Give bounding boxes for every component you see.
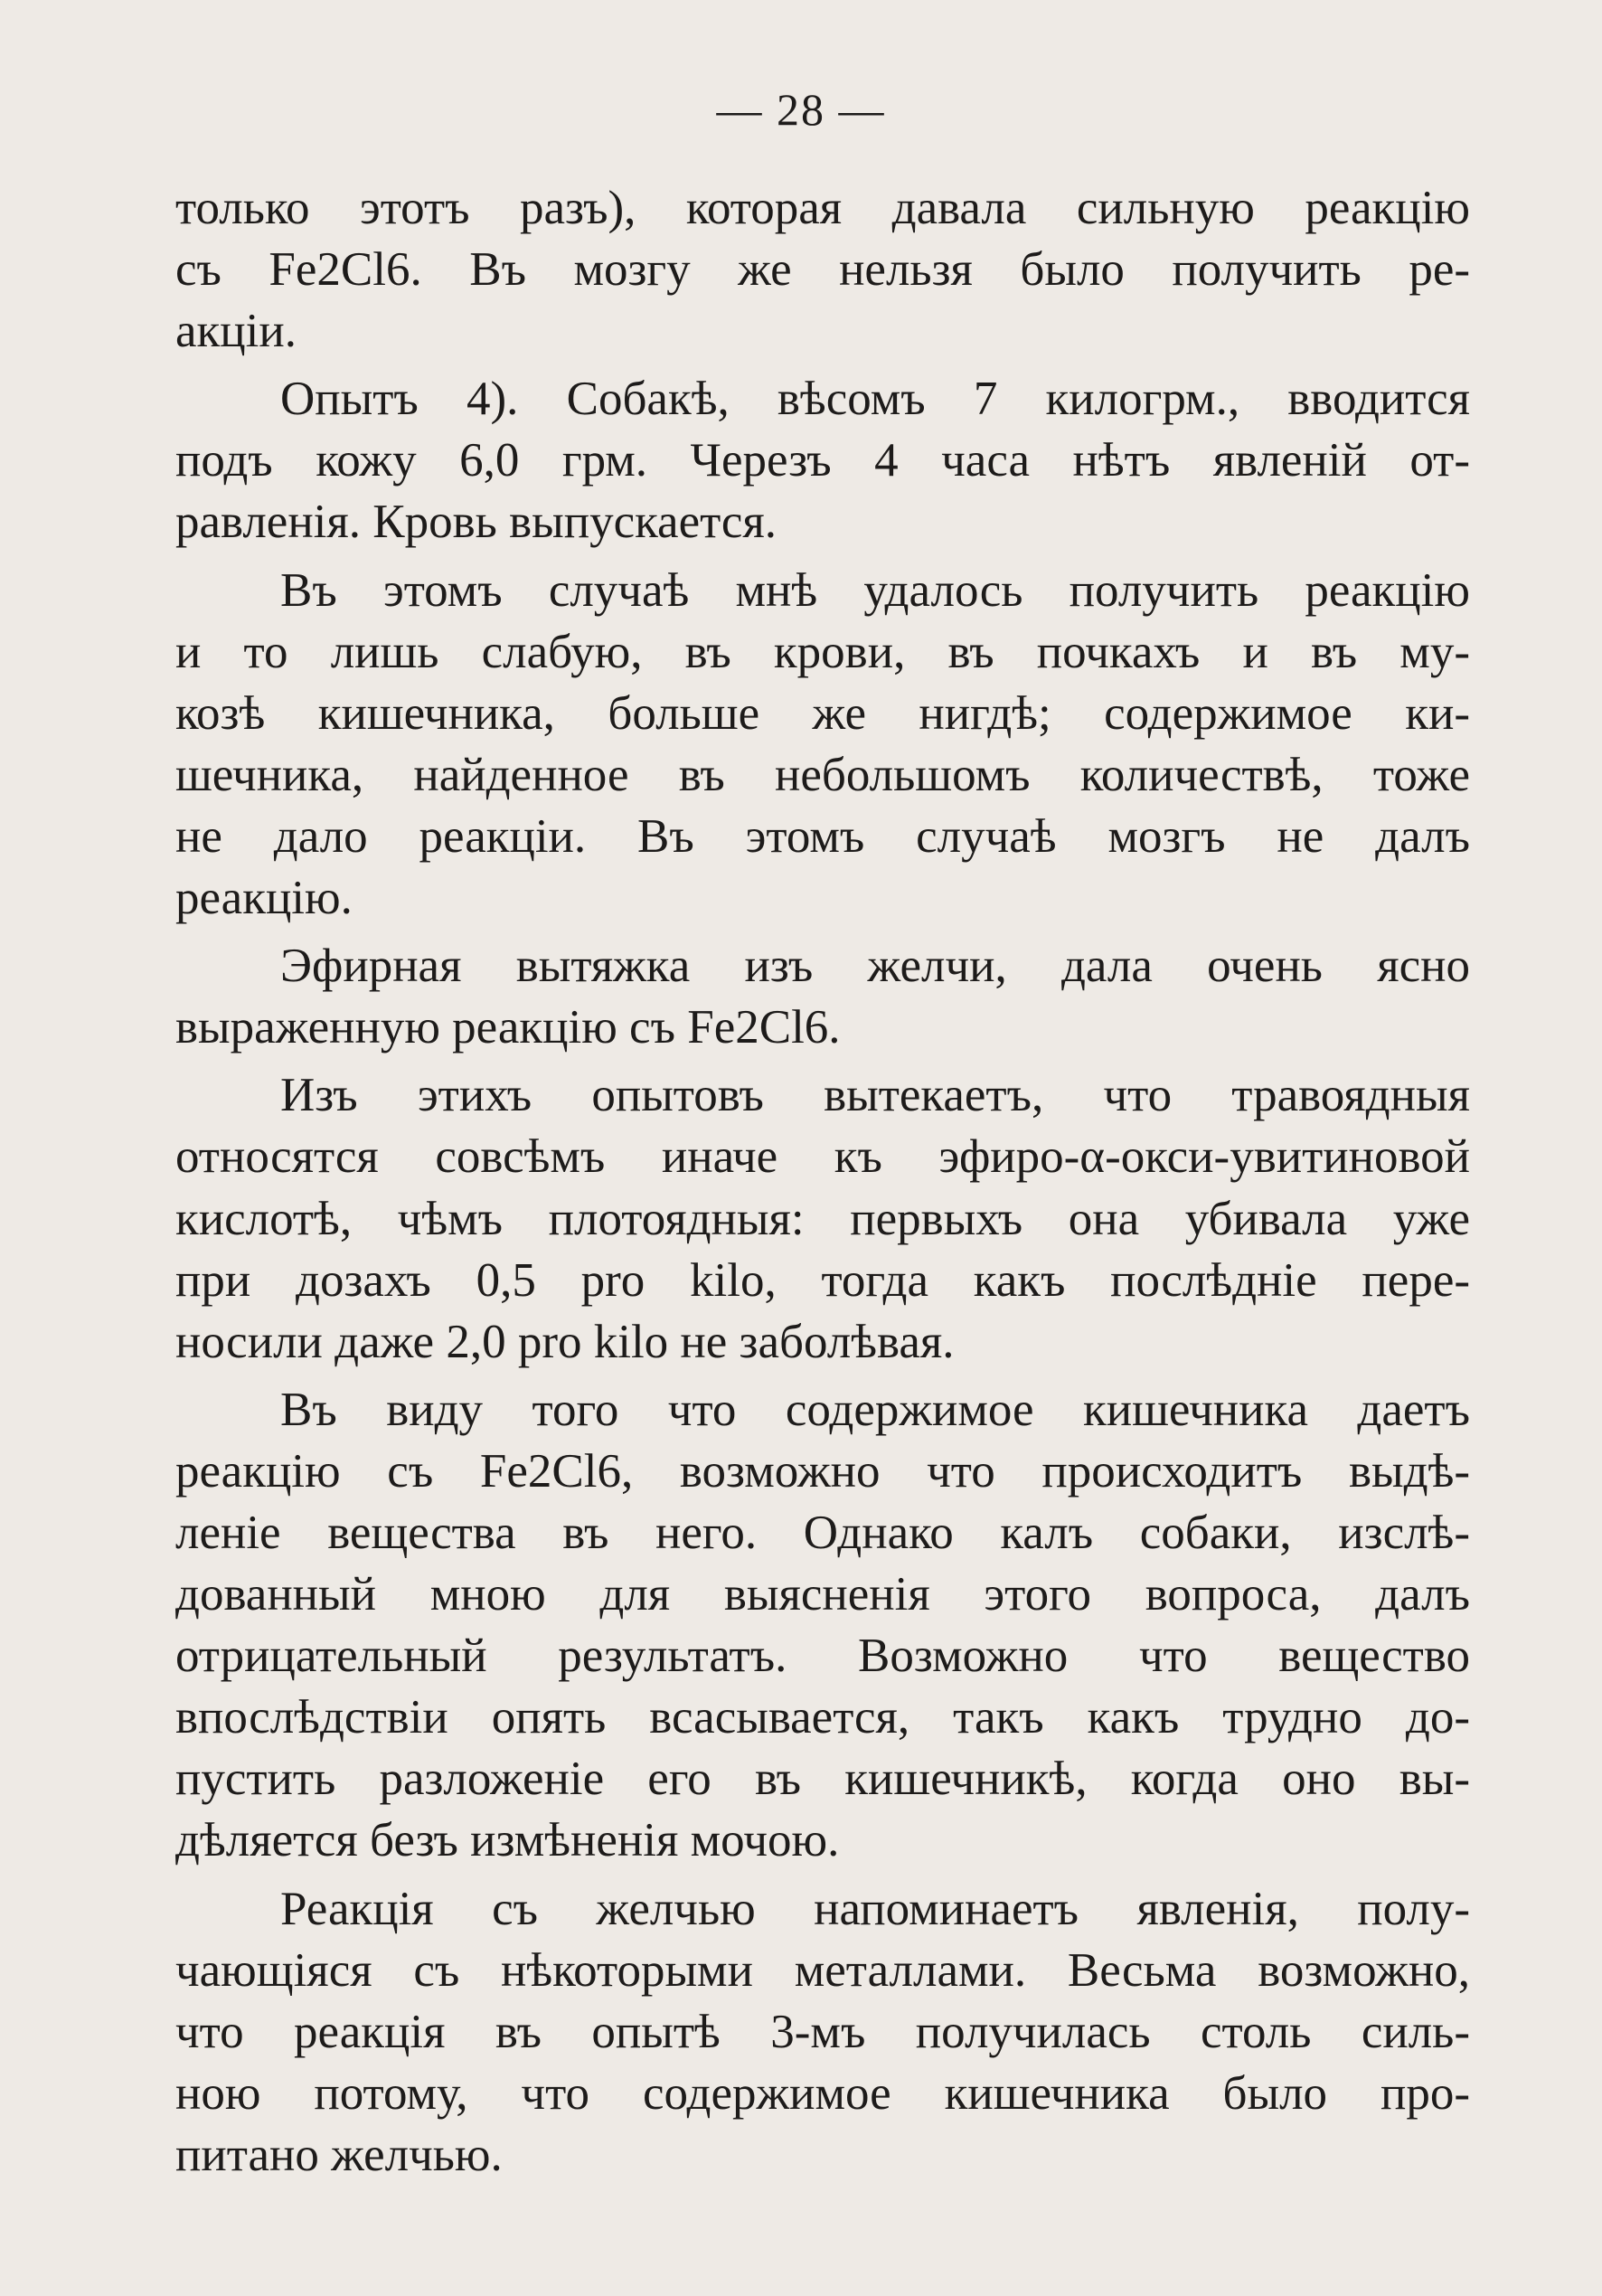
- text-line: подъ кожу 6,0 грм. Черезъ 4 часа нѣтъ явленій от-: [175, 434, 1470, 487]
- text-line: носили даже 2,0 pro kilo не заболѣвая.: [175, 1315, 955, 1368]
- text-line: равленія. Кровь выпускается.: [175, 496, 777, 549]
- text-line: акціи.: [175, 305, 297, 358]
- text-line: леніе вещества въ него. Однако калъ собаки, изслѣ-: [175, 1506, 1470, 1559]
- text-line: питано желчью.: [175, 2128, 503, 2181]
- text-line: Въ виду того что содержимое кишечника даетъ: [280, 1383, 1470, 1436]
- text-line: козѣ кишечника, больше же нигдѣ; содержимое ки-: [175, 686, 1470, 740]
- paragraph-6: [175, 1379, 1470, 1872]
- text-line: при дозахъ 0,5 pro kilo, тогда какъ послѣдніе пере-: [175, 1253, 1470, 1307]
- text-line: не дало реакціи. Въ этомъ случаѣ мозгъ не далъ: [175, 809, 1470, 863]
- text-line: чающіяся съ нѣкоторыми металлами. Весьма возможно,: [175, 1943, 1470, 1997]
- text-line: ною потому, что содержимое кишечника было про-: [175, 2066, 1470, 2120]
- text-line: относятся совсѣмъ иначе къ эфиро-α-окси-увитиновой: [175, 1130, 1470, 1184]
- text-line: и то лишь слабую, въ крови, въ почкахъ и въ му-: [175, 625, 1470, 678]
- page-number: — 28 —: [716, 84, 886, 135]
- text-line: выраженную реакцію съ Fe2Cl6.: [175, 1001, 841, 1054]
- text-line: Реакція съ желчью напоминаетъ явленія, полу-: [280, 1882, 1470, 1935]
- text-line: Изъ этихъ опытовъ вытекаетъ, что травоядныя: [280, 1069, 1470, 1122]
- text-line: Въ этомъ случаѣ мнѣ удалось получить реакцію: [280, 563, 1470, 617]
- paragraph-7: [175, 1878, 1470, 2186]
- text-line: Эфирная вытяжка изъ желчи, дала очень ясно: [280, 940, 1470, 993]
- text-line: пустить разложеніе его въ кишечникѣ, когда оно вы-: [175, 1753, 1470, 1806]
- text-line: отрицательный результатъ. Возможно что вещество: [175, 1630, 1470, 1683]
- text-line: кислотѣ, чѣмъ плотоядныя: первыхъ она убивала уже: [175, 1192, 1470, 1245]
- text-line: только этотъ разъ), которая давала сильную реакцію: [175, 182, 1470, 234]
- body-text: [175, 177, 1470, 2186]
- text-line: дованный мною для выясненія этого вопроса, далъ: [175, 1568, 1470, 1621]
- text-line: шечника, найденное въ небольшомъ количествѣ, тоже: [175, 748, 1470, 801]
- text-line: съ Fe2Cl6. Въ мозгу же нельзя было получить ре-: [175, 243, 1470, 297]
- text-line: Опытъ 4). Собакѣ, вѣсомъ 7 килогрм., вводится: [280, 373, 1470, 426]
- text-line: реакцію съ Fe2Cl6, возможно что происходитъ выдѣ-: [175, 1444, 1470, 1498]
- text-line: дѣляется безъ измѣненія мочою.: [175, 1814, 840, 1867]
- paragraph-3: [175, 560, 1470, 930]
- text-line: что реакція въ опытѣ 3-мъ получилась столь силь-: [175, 2005, 1470, 2058]
- paragraph-1: [175, 177, 1470, 362]
- text-line: впослѣдствіи опять всасывается, такъ какъ трудно до-: [175, 1691, 1470, 1744]
- text-line: реакцію.: [175, 872, 353, 925]
- paragraph-2: [175, 368, 1470, 553]
- paragraph-4: [175, 935, 1470, 1058]
- paragraph-5: [175, 1064, 1470, 1372]
